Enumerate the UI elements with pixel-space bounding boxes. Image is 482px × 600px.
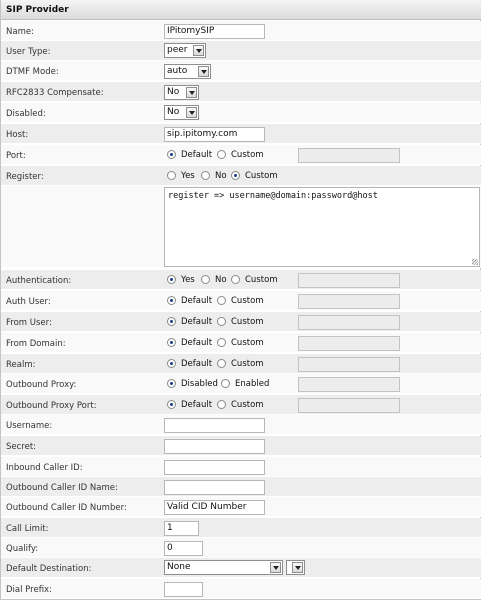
radio-checked-icon[interactable] xyxy=(167,275,176,284)
rfc2833-label: RFC2833 Compensate: xyxy=(6,88,104,98)
outbound-proxy-port-input[interactable] xyxy=(298,398,400,413)
register-label: Register: xyxy=(6,172,44,182)
row-default-destination xyxy=(1,558,481,578)
row-authentication xyxy=(1,270,481,290)
radio-label: Custom xyxy=(245,171,278,181)
outbound-proxy-port-label: Outbound Proxy Port: xyxy=(6,401,97,411)
row-outbound-caller-id-name xyxy=(1,477,481,497)
auth-user-custom-input[interactable] xyxy=(298,294,400,309)
row-outbound-proxy-port xyxy=(1,395,481,415)
host-label: Host: xyxy=(6,130,29,140)
row-username xyxy=(1,415,481,435)
qualify-label: Qualify: xyxy=(6,544,39,554)
port-custom-input[interactable] xyxy=(298,148,400,163)
dial-prefix-label: Dial Prefix: xyxy=(6,585,52,595)
call-limit-input[interactable]: 1 xyxy=(164,521,199,536)
row-name xyxy=(1,21,481,41)
radio-checked-icon[interactable] xyxy=(167,338,176,347)
row-user-type xyxy=(1,41,481,61)
radio-label: Enabled xyxy=(235,379,270,389)
radio-label: Custom xyxy=(231,359,264,369)
default-destination-value: None xyxy=(167,562,191,572)
radio-label: Custom xyxy=(231,296,264,306)
radio-label: Yes xyxy=(181,171,195,181)
radio-label: No xyxy=(215,275,227,285)
radio-label: Custom xyxy=(231,317,264,327)
chevron-down-icon xyxy=(270,562,281,573)
default-destination-select[interactable] xyxy=(164,560,283,575)
radio-icon[interactable] xyxy=(217,296,226,305)
row-rfc2833 xyxy=(1,82,481,102)
outbound-proxy-label: Outbound Proxy: xyxy=(6,380,77,390)
qualify-input[interactable]: 0 xyxy=(164,541,203,556)
default-destination-label: Default Destination: xyxy=(6,564,92,574)
inbound-caller-id-input[interactable] xyxy=(164,460,265,475)
username-input[interactable] xyxy=(164,418,265,433)
radio-label: Default xyxy=(181,400,213,410)
radio-label: Default xyxy=(181,150,213,160)
register-text-row xyxy=(1,186,481,268)
row-auth-user xyxy=(1,291,481,311)
chevron-down-icon xyxy=(193,45,204,56)
realm-label: Realm: xyxy=(6,360,36,370)
rfc2833-value: No xyxy=(167,87,180,97)
row-register xyxy=(1,166,481,186)
chevron-down-icon xyxy=(292,562,303,573)
row-disabled xyxy=(1,103,481,123)
radio-label: Yes xyxy=(181,275,195,285)
user-type-value: peer xyxy=(167,45,188,55)
radio-icon[interactable] xyxy=(217,317,226,326)
radio-label: Default xyxy=(181,359,213,369)
disabled-value: No xyxy=(167,107,180,117)
user-type-label: User Type: xyxy=(6,47,51,57)
inbound-caller-id-label: Inbound Caller ID: xyxy=(6,463,83,473)
from-domain-label: From Domain: xyxy=(6,339,66,349)
radio-icon[interactable] xyxy=(217,359,226,368)
secret-input[interactable] xyxy=(164,439,265,454)
outbound-proxy-input[interactable] xyxy=(298,377,400,392)
authentication-custom-input[interactable] xyxy=(298,273,400,288)
radio-checked-icon[interactable] xyxy=(167,296,176,305)
radio-checked-icon[interactable] xyxy=(167,150,176,159)
user-type-select[interactable] xyxy=(164,43,206,58)
row-dial-prefix xyxy=(1,579,481,599)
radio-icon[interactable] xyxy=(217,150,226,159)
radio-checked-icon[interactable] xyxy=(167,359,176,368)
outbound-caller-id-number-input[interactable]: Valid CID Number xyxy=(164,500,265,515)
disabled-label: Disabled: xyxy=(6,109,46,119)
rfc2833-select[interactable] xyxy=(164,85,199,100)
dtmf-mode-value: auto xyxy=(167,66,188,76)
radio-label: Custom xyxy=(245,275,278,285)
radio-label: Default xyxy=(181,338,213,348)
radio-label: Disabled xyxy=(181,379,218,389)
outbound-caller-id-name-input[interactable] xyxy=(164,480,265,495)
row-qualify xyxy=(1,538,481,558)
call-limit-label: Call Limit: xyxy=(6,524,49,534)
row-inbound-caller-id xyxy=(1,457,481,477)
radio-icon[interactable] xyxy=(201,171,210,180)
row-from-user xyxy=(1,312,481,332)
row-outbound-proxy xyxy=(1,374,481,394)
panel-header xyxy=(1,0,481,20)
row-secret xyxy=(1,436,481,456)
chevron-down-icon xyxy=(186,87,197,98)
dial-prefix-input[interactable] xyxy=(164,582,203,597)
host-input[interactable]: sip.ipitomy.com xyxy=(164,127,265,142)
radio-label: Custom xyxy=(231,338,264,348)
resize-grip-icon[interactable] xyxy=(472,259,478,265)
outbound-caller-id-number-label: Outbound Caller ID Number: xyxy=(6,503,127,513)
realm-custom-input[interactable] xyxy=(298,357,400,372)
row-from-domain xyxy=(1,333,481,353)
username-label: Username: xyxy=(6,421,53,431)
chevron-down-icon xyxy=(186,107,197,118)
port-label: Port: xyxy=(6,151,26,161)
radio-checked-icon[interactable] xyxy=(167,379,176,388)
authentication-label: Authentication: xyxy=(6,276,72,286)
auth-user-label: Auth User: xyxy=(6,297,51,307)
radio-checked-icon[interactable] xyxy=(231,171,240,180)
radio-label: Default xyxy=(181,296,213,306)
disabled-select[interactable] xyxy=(164,105,199,120)
row-outbound-caller-id-number xyxy=(1,497,481,517)
secret-label: Secret: xyxy=(6,442,37,452)
radio-icon[interactable] xyxy=(221,379,230,388)
radio-label: Custom xyxy=(231,150,264,160)
row-dtmf-mode xyxy=(1,61,481,81)
radio-label: Custom xyxy=(231,400,264,410)
radio-icon[interactable] xyxy=(217,338,226,347)
name-input[interactable]: IPitomySIP xyxy=(164,24,265,39)
panel-title: SIP Provider xyxy=(6,5,69,15)
radio-label: Default xyxy=(181,317,213,327)
radio-icon[interactable] xyxy=(167,171,176,180)
from-domain-custom-input[interactable] xyxy=(298,336,400,351)
register-text: register => username@domain:password@host xyxy=(168,191,378,201)
radio-checked-icon[interactable] xyxy=(167,400,176,409)
radio-icon[interactable] xyxy=(231,275,240,284)
radio-checked-icon[interactable] xyxy=(167,317,176,326)
from-user-label: From User: xyxy=(6,318,52,328)
radio-icon[interactable] xyxy=(201,275,210,284)
row-realm xyxy=(1,354,481,374)
from-user-custom-input[interactable] xyxy=(298,315,400,330)
radio-icon[interactable] xyxy=(217,400,226,409)
row-host xyxy=(1,124,481,144)
radio-label: No xyxy=(215,171,227,181)
dtmf-mode-label: DTMF Mode: xyxy=(6,67,59,77)
row-call-limit xyxy=(1,518,481,538)
register-textarea[interactable] xyxy=(164,187,480,267)
default-destination-secondary-select[interactable] xyxy=(286,560,305,575)
chevron-down-icon xyxy=(198,66,209,77)
row-port xyxy=(1,145,481,165)
dtmf-mode-select[interactable] xyxy=(164,64,211,79)
outbound-caller-id-name-label: Outbound Caller ID Name: xyxy=(6,483,118,493)
name-label: Name: xyxy=(6,27,34,37)
